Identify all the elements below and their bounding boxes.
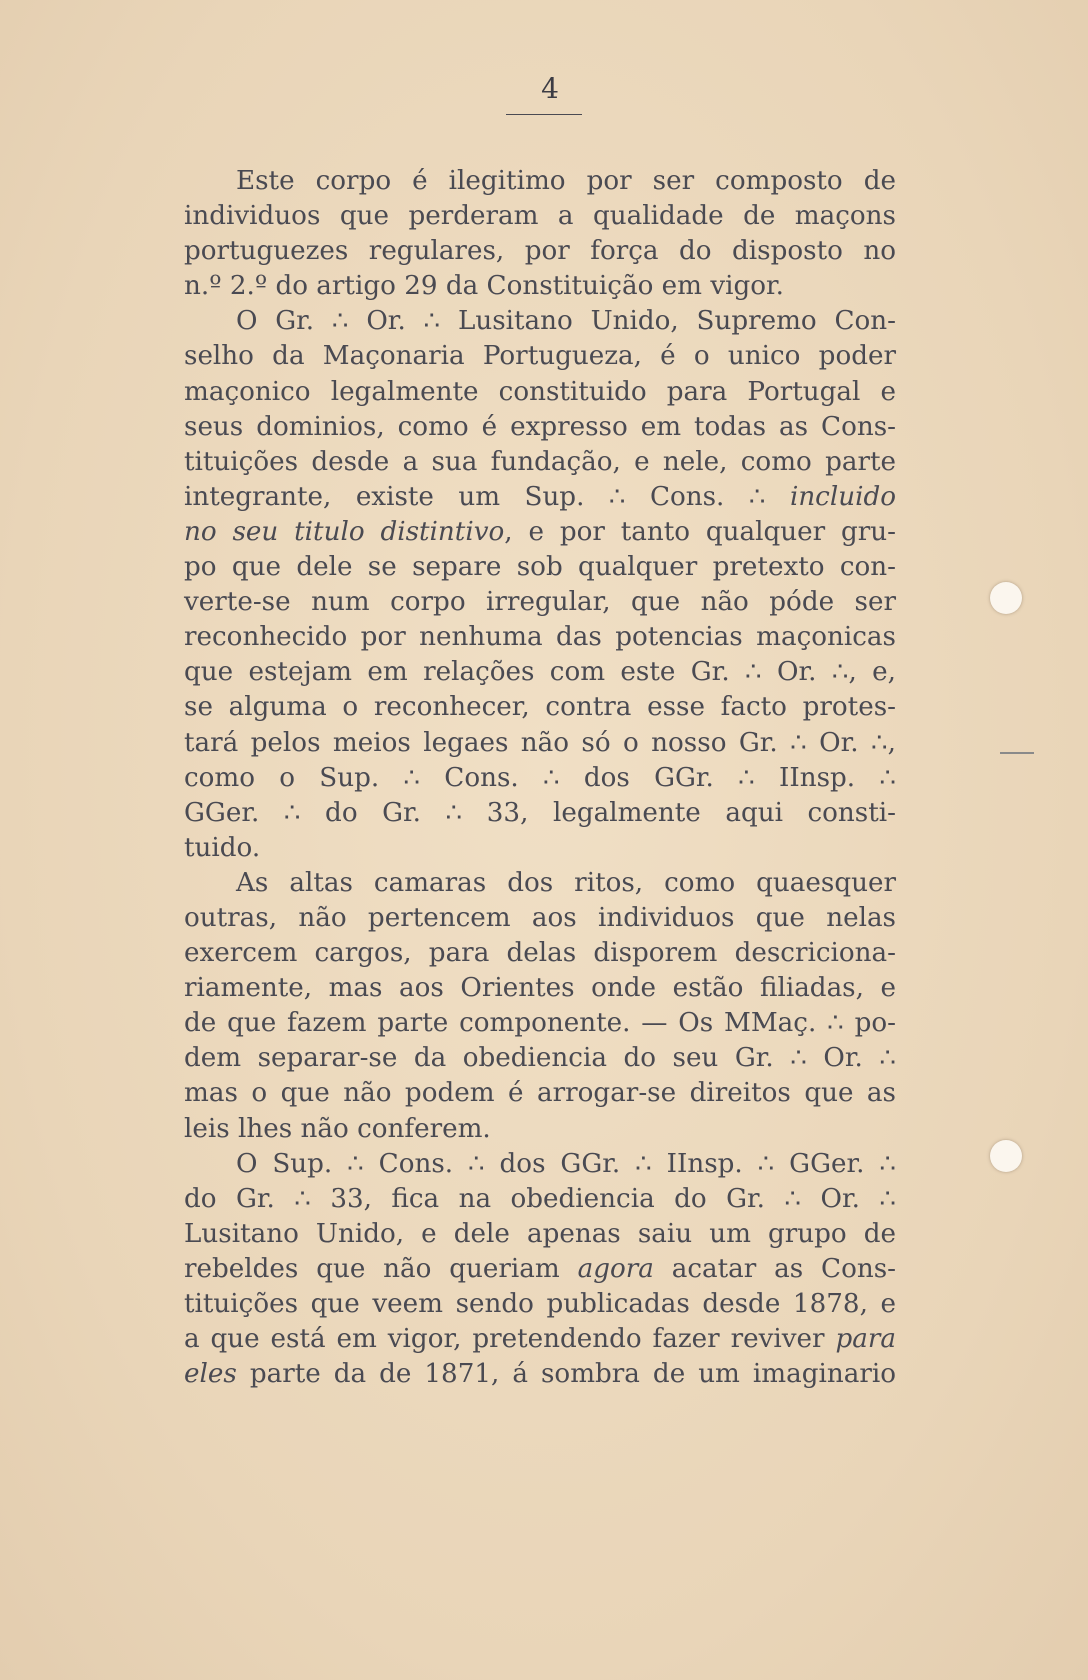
text-line xyxy=(184,234,896,269)
text-segment: tuido. xyxy=(184,832,261,863)
italic-text: agora xyxy=(577,1253,654,1284)
text-line xyxy=(184,304,896,339)
text-segment: riamente, mas aos Orientes onde estão filiadas, e xyxy=(184,973,896,1004)
text-line xyxy=(184,971,896,1006)
text-segment: exercem cargos, para delas disporem descriciona- xyxy=(184,938,896,969)
text-line xyxy=(184,550,896,585)
text-segment: a que está em vigor, pretendendo fazer reviver xyxy=(184,1324,836,1355)
text-segment: acatar as Cons- xyxy=(653,1253,896,1284)
text-line xyxy=(184,901,896,936)
text-line xyxy=(184,164,896,199)
text-segment: As altas camaras dos ritos, como quaesquer xyxy=(236,867,896,898)
text-line xyxy=(184,866,896,901)
text-segment: maçonico legalmente constituido para Portugal e xyxy=(184,376,896,407)
text-line xyxy=(184,445,896,480)
text-line xyxy=(184,199,896,234)
text-line xyxy=(184,515,896,550)
text-line xyxy=(184,375,896,410)
text-segment: seus dominios, como é expresso em todas as Cons- xyxy=(184,411,896,442)
text-segment: reconhecido por nenhuma das potencias maçonicas xyxy=(184,622,896,653)
text-line xyxy=(184,796,896,831)
text-line xyxy=(184,480,896,515)
text-line xyxy=(184,761,896,796)
text-line xyxy=(184,655,896,690)
text-line xyxy=(184,585,896,620)
page-number-rule xyxy=(506,114,582,115)
text-line xyxy=(184,1112,896,1147)
text-segment: como o Sup. ∴ Cons. ∴ dos GGr. ∴ IInsp. ∴ xyxy=(184,762,896,793)
text-segment: de que fazem parte componente. — Os MMaç. ∴ po- xyxy=(184,1008,896,1039)
text-segment: leis lhes não conferem. xyxy=(184,1113,491,1144)
page-number: 4 xyxy=(541,72,559,105)
text-line xyxy=(184,1182,896,1217)
text-line xyxy=(184,1147,896,1182)
text-line xyxy=(184,726,896,761)
italic-text: eles xyxy=(184,1359,237,1390)
text-segment: Este corpo é ilegitimo por ser composto de xyxy=(236,166,896,196)
text-segment: O Sup. ∴ Cons. ∴ dos GGr. ∴ IInsp. ∴ GGer. ∴ xyxy=(236,1148,896,1179)
text-line xyxy=(184,1041,896,1076)
text-segment: selho da Maçonaria Portugueza, é o unico poder xyxy=(184,341,896,372)
text-line xyxy=(184,690,896,725)
text-segment: integrante, existe um Sup. ∴ Cons. ∴ xyxy=(184,481,790,512)
text-line xyxy=(184,831,896,866)
text-segment: n.º 2.º do artigo 29 da Constituição em vigor. xyxy=(184,271,784,302)
text-line xyxy=(184,1006,896,1041)
text-segment: que estejam em relações com este Gr. ∴ Or. ∴, e, xyxy=(184,657,896,688)
text-line xyxy=(184,269,896,304)
margin-mark xyxy=(1000,752,1034,754)
text-line xyxy=(184,620,896,655)
text-segment: do Gr. ∴ 33, fica na obediencia do Gr. ∴ Or. ∴ xyxy=(184,1183,896,1214)
punch-hole-top xyxy=(990,582,1022,614)
text-segment: portuguezes regulares, por força do disposto no xyxy=(184,236,896,267)
text-line xyxy=(184,410,896,445)
text-segment: tará pelos meios legaes não só o nosso Gr. ∴ Or. ∴, xyxy=(184,727,896,758)
text-line xyxy=(184,1217,896,1252)
text-line xyxy=(184,1322,896,1357)
text-line xyxy=(184,936,896,971)
text-segment: O Gr. ∴ Or. ∴ Lusitano Unido, Supremo Con- xyxy=(236,306,896,337)
text-segment: outras, não pertencem aos individuos que nelas xyxy=(184,902,896,933)
text-segment: , e por tanto qualquer gru- xyxy=(504,516,897,547)
text-segment: tituições desde a sua fundação, e nele, como parte xyxy=(184,446,896,477)
text-segment: verte-se num corpo irregular, que não póde ser xyxy=(184,587,896,618)
italic-text: no seu titulo distintivo xyxy=(184,516,505,547)
text-segment: po que dele se separe sob qualquer pretexto con- xyxy=(184,552,896,583)
text-segment: dem separar-se da obediencia do seu Gr. ∴ Or. ∴ xyxy=(184,1043,896,1074)
text-segment: individuos que perderam a qualidade de maçons xyxy=(184,201,896,232)
italic-text: incluido xyxy=(789,481,896,512)
text-segment: rebeldes que não queriam xyxy=(184,1253,578,1284)
text-segment: se alguma o reconhecer, contra esse facto protes- xyxy=(184,692,896,723)
text-line xyxy=(184,339,896,374)
text-line xyxy=(184,1076,896,1111)
text-segment: parte da de 1871, á sombra de um imaginario xyxy=(236,1359,896,1390)
italic-text: para xyxy=(835,1324,896,1355)
text-segment: GGer. ∴ do Gr. ∴ 33, legalmente aqui consti- xyxy=(184,797,896,828)
text-segment: mas o que não podem é arrogar-se direitos que as xyxy=(184,1078,896,1109)
text-line xyxy=(184,1252,896,1287)
text-line xyxy=(184,1287,896,1322)
body-text xyxy=(184,164,896,1392)
punch-hole-bottom xyxy=(990,1140,1022,1172)
text-segment: Lusitano Unido, e dele apenas saiu um grupo de xyxy=(184,1218,896,1249)
text-line xyxy=(184,1357,896,1392)
text-segment: tituições que veem sendo publicadas desde 1878, e xyxy=(184,1289,896,1319)
